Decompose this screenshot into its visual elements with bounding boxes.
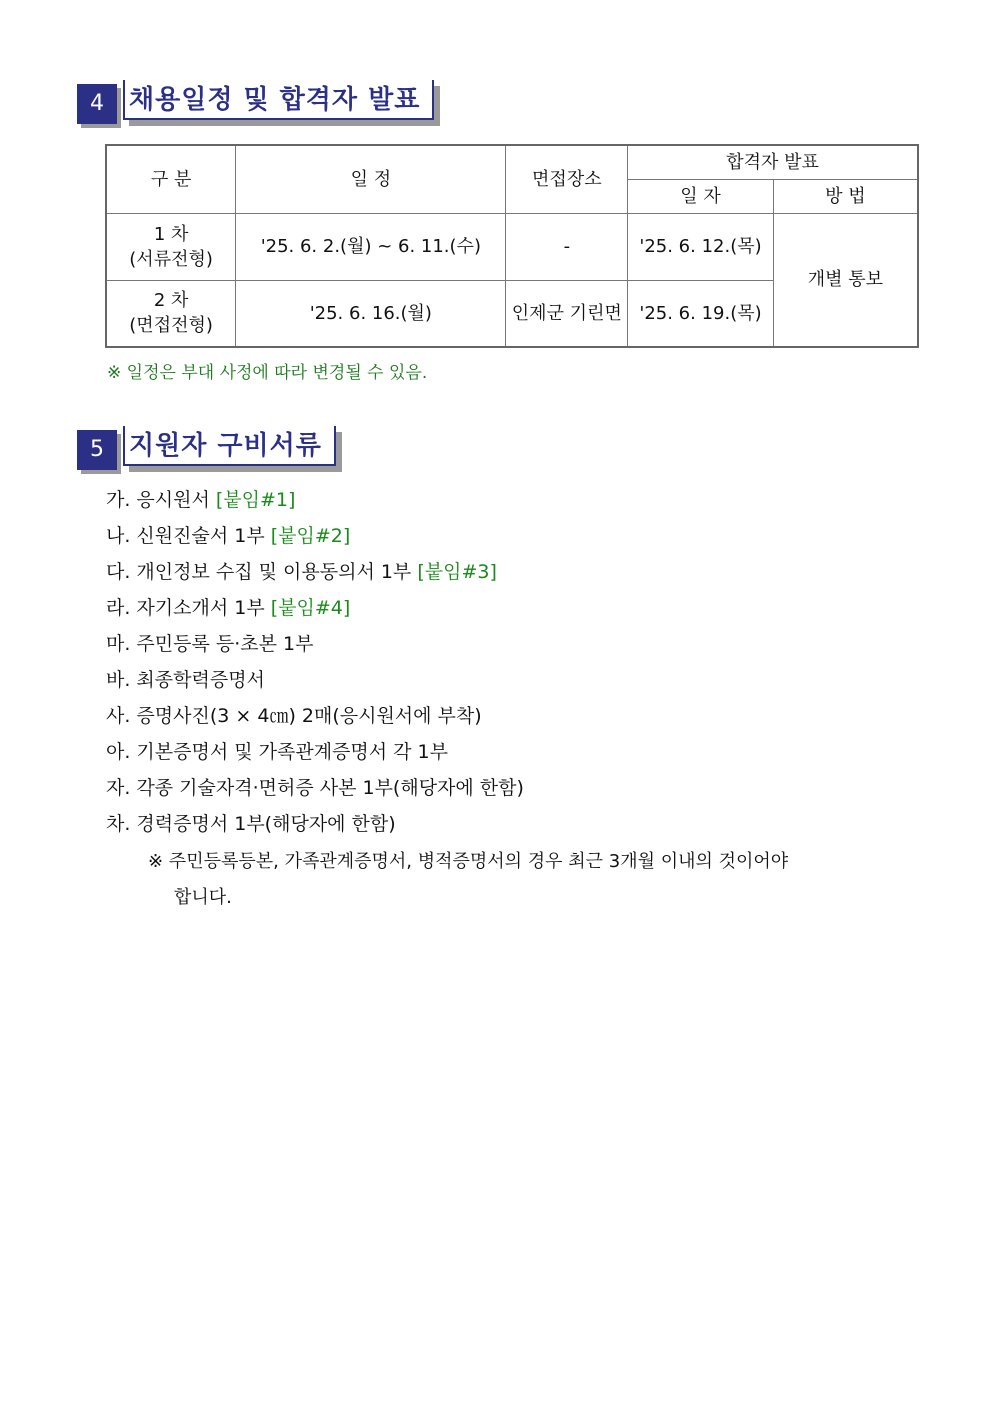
attachment-ref: [붙임#1] — [215, 489, 296, 511]
round-cell — [106, 213, 236, 280]
header-announce: 합격자 발표 — [628, 145, 918, 179]
round-type: (면접전형) — [129, 315, 213, 337]
venue-cell: 인제군 기린면 — [506, 280, 628, 347]
list-item — [106, 590, 524, 626]
method-cell: 개별 통보 — [773, 213, 918, 347]
header-date: 일 자 — [628, 179, 774, 213]
item-text: 자. 각종 기술자격·면허증 사본 1부(해당자에 한함) — [106, 777, 524, 799]
round-label: 1 차 — [153, 223, 189, 245]
item-text: 마. 주민등록 등·초본 1부 — [106, 633, 314, 655]
list-item — [106, 770, 524, 806]
list-item — [106, 518, 524, 554]
attachment-ref: [붙임#3] — [417, 561, 497, 583]
attachment-ref: [붙임#4] — [270, 597, 351, 619]
list-item — [106, 482, 524, 518]
list-item — [106, 626, 524, 662]
header-venue: 면접장소 — [506, 145, 628, 213]
item-text: 아. 기본증명서 및 가족관계증명서 각 1부 — [106, 741, 448, 763]
section-title-text: 지원자 구비서류 — [129, 431, 322, 461]
documents-list — [106, 482, 524, 842]
documents-footnote — [148, 844, 918, 916]
list-item — [106, 662, 524, 698]
section-number: 5 — [77, 430, 117, 470]
attachment-ref: [붙임#2] — [270, 525, 351, 547]
item-text: 사. 증명사진(3 × 4㎝) 2매(응시원서에 부착) — [106, 705, 482, 727]
item-text: 라. 자기소개서 1부 — [106, 597, 271, 619]
round-type: (서류전형) — [129, 248, 213, 270]
header-category: 구 분 — [106, 145, 236, 213]
list-item — [106, 734, 524, 770]
item-text: 가. 응시원서 — [106, 489, 216, 511]
date-cell: '25. 6. 19.(목) — [628, 280, 774, 347]
section-title-text: 채용일정 및 합격자 발표 — [129, 85, 421, 115]
item-text: 바. 최종학력증명서 — [106, 669, 265, 691]
schedule-cell: '25. 6. 2.(월) ~ 6. 11.(수) — [236, 213, 506, 280]
section-title — [123, 80, 434, 120]
footnote-line: ※ 주민등록등본, 가족관계증명서, 병적증명서의 경우 최근 3개월 이내의 것이어야 — [148, 851, 789, 872]
schedule-note: ※ 일정은 부대 사정에 따라 변경될 수 있음. — [107, 363, 428, 383]
section-number: 4 — [77, 84, 117, 124]
venue-cell: - — [506, 213, 628, 280]
schedule-table — [105, 144, 919, 348]
list-item — [106, 698, 524, 734]
item-text: 차. 경력증명서 1부(해당자에 한함) — [106, 813, 396, 835]
round-label: 2 차 — [153, 290, 189, 312]
item-text: 다. 개인정보 수집 및 이용동의서 1부 — [106, 561, 418, 583]
header-method: 방 법 — [773, 179, 918, 213]
round-cell — [106, 280, 236, 347]
footnote-line: 합니다. — [174, 887, 232, 908]
item-text: 나. 신원진술서 1부 — [106, 525, 271, 547]
date-cell: '25. 6. 12.(목) — [628, 213, 774, 280]
header-schedule: 일 정 — [236, 145, 506, 213]
schedule-cell: '25. 6. 16.(월) — [236, 280, 506, 347]
list-item — [106, 554, 524, 590]
section-title — [123, 426, 336, 466]
list-item — [106, 806, 524, 842]
